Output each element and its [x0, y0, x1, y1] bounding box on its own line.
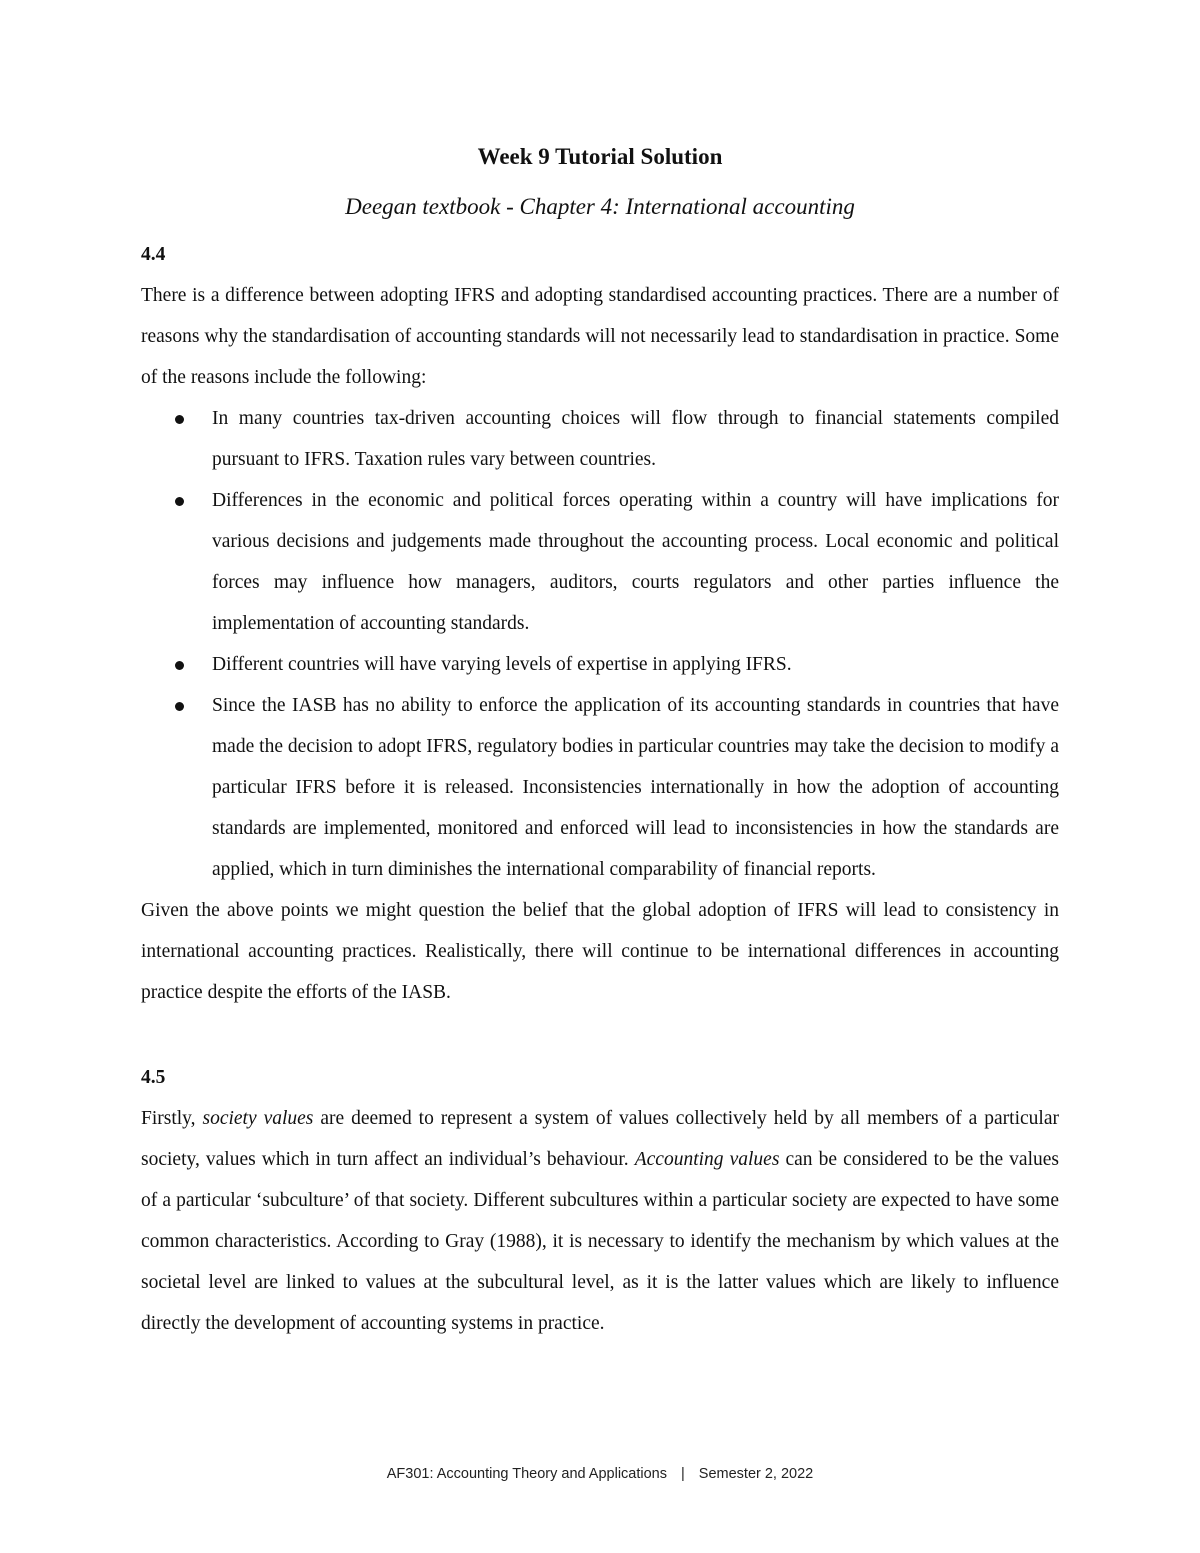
text-run: are deemed to represent a system of values collectively held by all members of a particular society, values which in turn affect an individual’s behaviour. [141, 1108, 1059, 1170]
section-4-5-paragraph [141, 1098, 1059, 1344]
list-item-text: In many countries tax-driven accounting choices will flow through to financial statements compiled pursuant to IFRS. Taxation rules vary between countries. [212, 408, 1059, 470]
section-4-4-conclusion: Given the above points we might question the belief that the global adoption of IFRS will lead to consistency in international accounting practices. Realistically, there will continue to be international differences in accounting practice despite the efforts of the IASB. [141, 900, 1059, 1003]
reasons-list [141, 398, 1059, 890]
bullet-icon [175, 415, 184, 424]
list-item [141, 685, 1059, 890]
list-item-text: Since the IASB has no ability to enforce the application of its accounting standards in countries that have made the decision to adopt IFRS, regulatory bodies in particular countries may take the decision to modify a particular IFRS before it is released. Inconsistencies internationally in how the adoption of accounting standards are implemented, monitored and enforced will lead to inconsistencies in how the standards are applied, which in turn diminishes the international comparability of financial reports. [212, 695, 1059, 880]
bullet-icon [175, 702, 184, 711]
section-4-4-intro: There is a difference between adopting IFRS and adopting standardised accounting practices. There are a number of reasons why the standardisation of accounting standards will not necessarily lead to standardisation in practice. Some of the reasons include the following: [141, 285, 1059, 388]
page-footer [0, 1466, 1200, 1482]
section-heading-4-5: 4.5 [141, 1067, 166, 1088]
page-subtitle: Deegan textbook - Chapter 4: International accounting [345, 194, 855, 219]
page-content [141, 140, 1059, 1344]
bullet-icon [175, 497, 184, 506]
list-item-text: Different countries will have varying levels of expertise in applying IFRS. [212, 654, 792, 675]
section-heading-4-4: 4.4 [141, 244, 166, 265]
list-item-text: Differences in the economic and political forces operating within a country will have implications for various decisions and judgements made throughout the accounting process. Local economic and political forces may influence how managers, auditors, courts regulators and other parties influence the implementation of accounting standards. [212, 490, 1059, 634]
footer-semester: Semester 2, 2022 [698, 1466, 814, 1482]
list-item [141, 398, 1059, 480]
footer-course: AF301: Accounting Theory and Applications [386, 1466, 667, 1482]
list-item [141, 480, 1059, 644]
term-society-values: society values [202, 1108, 314, 1129]
text-run: Firstly, [141, 1108, 203, 1129]
section-spacer [141, 1013, 1059, 1057]
text-run: can be considered to be the values of a particular ‘subculture’ of that society. Different subcultures within a particular society are expected to have some common characteristics. According to Gray (1988), it is necessary to identify the mechanism by which values at the societal level are linked to values at the subcultural level, as it is the latter values which are likely to influence directly the development of accounting systems in practice. [141, 1149, 1059, 1334]
page-title: Week 9 Tutorial Solution [477, 144, 723, 169]
term-accounting-values: Accounting values [634, 1149, 780, 1170]
list-item [141, 644, 1059, 685]
footer-separator: | [681, 1466, 685, 1482]
bullet-icon [175, 661, 184, 670]
